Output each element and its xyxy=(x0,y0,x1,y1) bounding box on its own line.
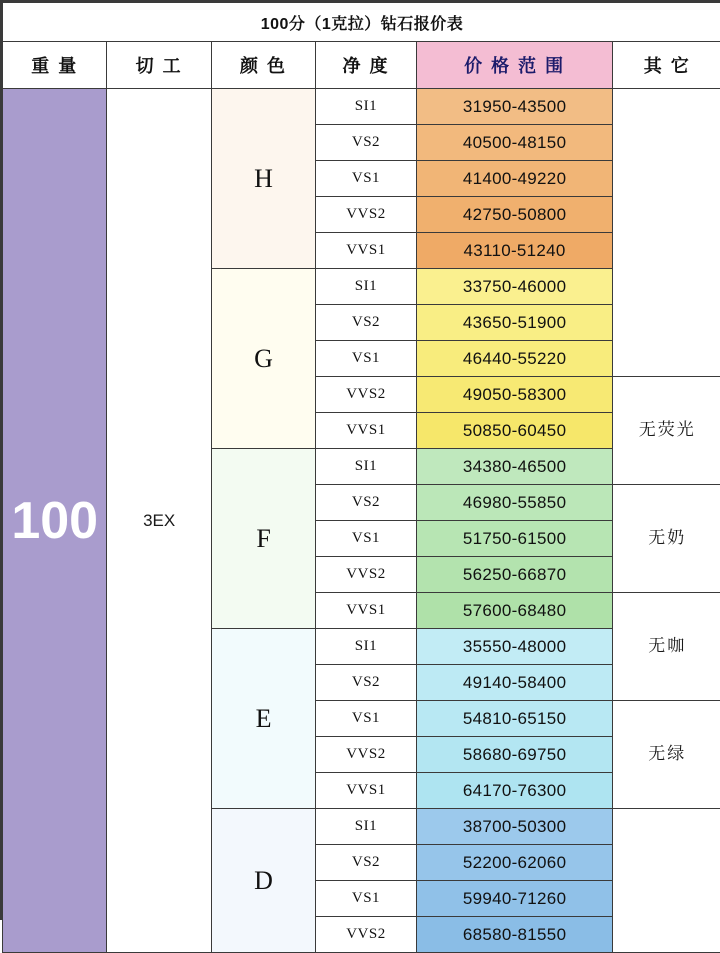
price-range-cell: 46440-55220 xyxy=(416,341,613,377)
clarity-grade-cell: VS2 xyxy=(316,125,416,161)
price-range-cell: 52200-62060 xyxy=(416,845,613,881)
header-weight: 重 量 xyxy=(3,42,107,89)
other-note-no-green: 无绿 xyxy=(613,701,720,809)
price-range-cell: 56250-66870 xyxy=(416,557,613,593)
header-price-range: 价 格 范 围 xyxy=(416,42,613,89)
clarity-grade-cell: SI1 xyxy=(316,809,416,845)
price-range-cell: 49140-58400 xyxy=(416,665,613,701)
color-grade-cell: H xyxy=(211,89,315,269)
price-range-cell: 68580-81550 xyxy=(416,917,613,953)
price-range-cell: 40500-48150 xyxy=(416,125,613,161)
clarity-grade-cell: VVS1 xyxy=(316,413,416,449)
price-range-cell: 50850-60450 xyxy=(416,413,613,449)
clarity-grade-cell: VVS2 xyxy=(316,737,416,773)
clarity-grade-cell: SI1 xyxy=(316,89,416,125)
clarity-grade-cell: VVS1 xyxy=(316,233,416,269)
clarity-grade-cell: VVS1 xyxy=(316,593,416,629)
price-range-cell: 31950-43500 xyxy=(416,89,613,125)
diamond-price-table xyxy=(2,2,720,953)
clarity-grade-cell: SI1 xyxy=(316,629,416,665)
clarity-grade-cell: VVS2 xyxy=(316,197,416,233)
price-range-cell: 35550-48000 xyxy=(416,629,613,665)
clarity-grade-cell: VS2 xyxy=(316,305,416,341)
clarity-grade-cell: VVS2 xyxy=(316,377,416,413)
clarity-grade-cell: VVS2 xyxy=(316,917,416,953)
table-row xyxy=(3,89,720,125)
color-grade-cell: D xyxy=(211,809,315,953)
header-color: 颜 色 xyxy=(211,42,315,89)
price-range-cell: 57600-68480 xyxy=(416,593,613,629)
price-range-cell: 38700-50300 xyxy=(416,809,613,845)
clarity-grade-cell: VS1 xyxy=(316,881,416,917)
clarity-grade-cell: VVS1 xyxy=(316,773,416,809)
price-range-cell: 54810-65150 xyxy=(416,701,613,737)
clarity-grade-cell: VS1 xyxy=(316,701,416,737)
price-range-cell: 59940-71260 xyxy=(416,881,613,917)
header-clarity: 净 度 xyxy=(316,42,416,89)
clarity-grade-cell: VS2 xyxy=(316,845,416,881)
clarity-grade-cell: VVS2 xyxy=(316,557,416,593)
other-note-no-fluorescence: 无荧光 xyxy=(613,377,720,485)
clarity-grade-cell: VS2 xyxy=(316,665,416,701)
clarity-grade-cell: VS2 xyxy=(316,485,416,521)
clarity-grade-cell: VS1 xyxy=(316,161,416,197)
clarity-grade-cell: SI1 xyxy=(316,449,416,485)
other-note-no-brown: 无咖 xyxy=(613,593,720,701)
price-range-cell: 34380-46500 xyxy=(416,449,613,485)
color-grade-cell: G xyxy=(211,269,315,449)
weight-value-cell: 100 xyxy=(3,89,107,953)
table-title: 100分（1克拉）钻石报价表 xyxy=(3,3,720,42)
color-grade-cell: F xyxy=(211,449,315,629)
price-range-cell: 33750-46000 xyxy=(416,269,613,305)
clarity-grade-cell: VS1 xyxy=(316,521,416,557)
header-other: 其 它 xyxy=(613,42,720,89)
color-grade-cell: E xyxy=(211,629,315,809)
clarity-grade-cell: SI1 xyxy=(316,269,416,305)
price-range-cell: 58680-69750 xyxy=(416,737,613,773)
other-notes-spacer-top xyxy=(613,89,720,377)
price-range-cell: 46980-55850 xyxy=(416,485,613,521)
other-note-no-milky: 无奶 xyxy=(613,485,720,593)
header-cut: 切 工 xyxy=(107,42,211,89)
price-range-cell: 41400-49220 xyxy=(416,161,613,197)
other-notes-spacer-bottom xyxy=(613,809,720,953)
cut-value-cell: 3EX xyxy=(107,89,211,953)
price-range-cell: 43110-51240 xyxy=(416,233,613,269)
price-range-cell: 49050-58300 xyxy=(416,377,613,413)
price-range-cell: 51750-61500 xyxy=(416,521,613,557)
price-range-cell: 64170-76300 xyxy=(416,773,613,809)
clarity-grade-cell: VS1 xyxy=(316,341,416,377)
price-range-cell: 42750-50800 xyxy=(416,197,613,233)
price-range-cell: 43650-51900 xyxy=(416,305,613,341)
